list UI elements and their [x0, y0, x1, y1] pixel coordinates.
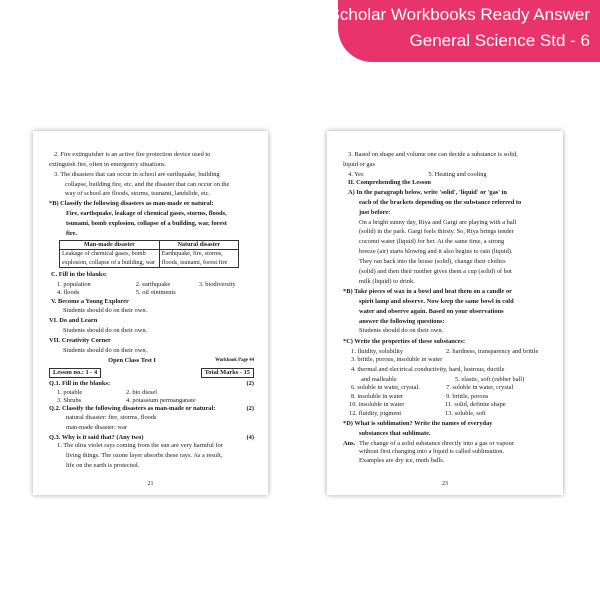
text-line: breeze (air) starts blowing and it also begins to rain (liquid).	[359, 248, 513, 256]
text-line: (solid) in the park. Gargi feels thirsty. So, Riya brings tender	[359, 228, 514, 236]
text-line: 3. Based on shape and volume one can decide a substance is solid,	[348, 151, 518, 158]
text-line: They ran back into the house (solid), change their clothes	[359, 257, 506, 265]
question-heading: A) In the paragraph below, write 'solid', 'liquid' or 'gas' in	[348, 188, 507, 196]
answer-row	[343, 384, 549, 392]
text-line: 2. Fire extinguisher is an active fire protection device used to	[54, 151, 211, 158]
text-line: coconut water (liquid) for her. At the same time, a strong	[359, 238, 505, 246]
answer-row	[343, 376, 549, 384]
answer-item: 4. thermal and electrical conductivity, hard, lustrous, ductile	[351, 366, 505, 373]
text-line: water and observe again. Based on your observations	[359, 307, 504, 315]
answer-item: 5. oil ointments	[135, 289, 176, 297]
lesson-number-box: Lesson no.: 1 - 4	[49, 368, 101, 378]
title-banner	[287, 0, 600, 62]
answer-item: 13. soluble, soft	[445, 409, 486, 417]
answer-item: 10. insoluble in water	[349, 401, 405, 409]
text-line: Students should do on their own.	[359, 327, 444, 335]
answer-item: and malleable	[361, 375, 397, 383]
section-heading: VII. Creativity Corner	[49, 336, 111, 344]
answer-row	[343, 410, 549, 418]
answer-row	[49, 281, 254, 289]
text-line: 3. The disasters that can occur in school are earthquake, building	[54, 170, 220, 178]
answer-text	[359, 440, 549, 465]
answer-item: 3. biodiversity	[198, 280, 236, 288]
answer-block	[343, 440, 549, 465]
answer-item: 5. Heating and cooling	[428, 170, 487, 178]
right-page-content	[343, 151, 549, 465]
table-header: Man-made disaster	[60, 241, 160, 250]
disaster-table	[59, 240, 239, 268]
answer-item: 9. brittle, porous	[446, 392, 489, 400]
answer-item: 4. Yes	[348, 170, 364, 178]
answer-item: 1. fluidity, solubility	[351, 347, 404, 355]
marks: (4)	[246, 433, 254, 441]
answer-item: 3. Shrubs	[57, 397, 82, 404]
text-line: way of school are floods, storms, tsunami, landslide, etc.	[65, 190, 211, 198]
answer-row	[343, 393, 549, 401]
answer-item: 2. hardness, transparency and brittle	[446, 347, 539, 355]
text-line: answer the following questions:	[359, 317, 445, 325]
marks: (2)	[246, 380, 254, 388]
text-line: The change of a solid substance directly into a gas or vapour	[359, 439, 514, 447]
text-line: liquid or gas	[343, 160, 375, 168]
test-title	[49, 357, 254, 365]
text-line: Students should do on their own.	[63, 307, 148, 315]
text-line: spirit lamp and observe. Now keep the same bowl in cold	[359, 297, 514, 305]
text-line: (solid) and then their mother gives them a cup (solid) of hot	[359, 267, 512, 275]
text-line: life on the earth is protected.	[66, 461, 140, 469]
answer-item: 5. elastic, soft (rubber ball)	[455, 375, 525, 383]
answer-item: 6. soluble in water, crystal.	[351, 384, 420, 392]
answer-row	[343, 171, 549, 179]
table-cell: Leakage of chemical gases, bomb explosion, collapse of a building, war	[60, 250, 160, 267]
question-heading: *C) Write the properties of these substances:	[343, 337, 466, 345]
question-heading: *B) Take pieces of wax in a bowl and heat them on a candle or	[343, 288, 513, 296]
text-line: Fire, earthquake, leakage of chemical gases, storms, floods,	[66, 210, 227, 218]
page-number: 23	[442, 481, 448, 488]
answer-item: 3. brittle, porous, insoluble in water	[351, 356, 443, 364]
text-line: each of the brackets depending on the substance referred to	[359, 198, 522, 206]
text-line: milk (liquid) to drink.	[359, 277, 415, 285]
text-line: Examples are dry ice, moth balls.	[359, 456, 445, 464]
text-line: extinguish fire, often in emergency situations.	[49, 160, 167, 168]
answer-item: 7. soluble in water, crystal	[446, 384, 514, 392]
text-line: 1. The ultra violet rays coming from the sun are very harmful for	[57, 442, 223, 450]
text-line: living things. The ozone layer absorbs these rays. As a result,	[66, 451, 223, 459]
question-heading: Q.2. Classify the following disasters as man-made or natural:	[49, 405, 216, 413]
answer-label: Ans.	[343, 439, 356, 447]
question-heading: Q.3. Why is it said that? (Any two)	[49, 433, 144, 441]
text-line: without first changing into a liquid is called sublimation.	[359, 448, 505, 456]
text-line: man-made disaster: war	[66, 423, 128, 431]
answer-item: 1. population	[57, 280, 91, 288]
answer-row	[343, 348, 549, 356]
banner-title: CCE Scholar Workbooks Ready Answer	[287, 5, 590, 24]
answer-row	[49, 389, 254, 397]
text-line: natural disaster: fire, storms, floods	[66, 413, 157, 421]
table-cell: Earthquake, fire, storms, floods, tsunami, forest fire	[159, 250, 238, 267]
text-line: tsunami, bomb explosion, collapse of a building, war, forest	[66, 219, 227, 227]
question-heading: *B) Classify the following disasters as man-made or natural:	[49, 200, 214, 208]
total-marks-box: Total Marks - 15	[201, 368, 254, 378]
section-heading: V. Become a Young Explorer	[51, 297, 129, 305]
question-row	[49, 434, 254, 442]
section-heading: C. Fill in the blanks:	[51, 270, 107, 278]
section-heading: VI. Do and Learn	[49, 317, 98, 325]
answer-item: 1. potable	[57, 388, 83, 396]
text-line: collapse, building fire, etc. and the disaster that can occur on the	[65, 180, 230, 188]
page-number: 21	[147, 481, 154, 488]
right-page	[327, 131, 563, 495]
lesson-bar	[49, 368, 254, 378]
answer-item: 4. potassium permanganate	[125, 397, 196, 404]
answer-item: 2. bio diesel	[125, 388, 157, 396]
question-heading: *D) What is sublimation? Write the names of everyday	[343, 420, 493, 428]
table-header-row	[60, 241, 239, 250]
marks: (2)	[246, 405, 254, 413]
banner-subtitle: General Science Std - 6	[409, 31, 590, 50]
answer-item: 8. insoluble in water	[351, 392, 404, 400]
left-page-content	[49, 151, 254, 472]
question-heading: Q.1. Fill in the blanks:	[49, 380, 111, 388]
text-line: just before:	[359, 208, 391, 216]
question-row	[49, 380, 254, 388]
answer-item: 12. fluidity, pigment	[349, 409, 402, 417]
text-line: substances that sublimate.	[359, 429, 431, 437]
text-line: Students should do on their own.	[63, 346, 148, 354]
answer-item: 2. earthquake	[135, 280, 171, 288]
text-line: fire.	[66, 229, 78, 237]
text-line: On a bright sunny day, Riya and Gargi are playing with a ball	[359, 218, 517, 226]
answer-row	[49, 289, 254, 297]
answer-item: 4. floods	[57, 289, 80, 297]
workbook-page-ref: Workbook Page 44	[215, 358, 254, 364]
answer-item: 11. solid, definite shape	[445, 401, 506, 409]
left-page	[33, 131, 268, 495]
table-row	[60, 250, 239, 267]
question-row	[49, 405, 254, 413]
answer-row	[343, 401, 549, 409]
answer-row	[49, 397, 254, 405]
test-title-text: Open Class Test I	[108, 357, 156, 365]
text-line: Students should do on their own.	[63, 327, 148, 335]
section-heading: II. Comprehending the Lesson	[348, 179, 431, 187]
table-header: Natural disaster	[159, 241, 238, 250]
